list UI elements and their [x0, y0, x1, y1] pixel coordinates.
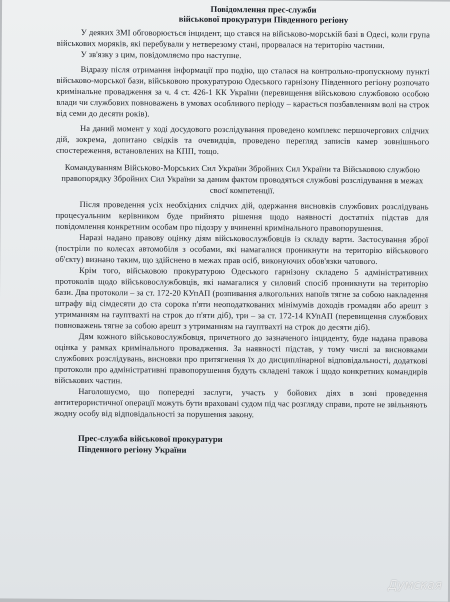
paragraph-10: Наголошуємо, що попередні заслуги, участь у бойових діях в зоні проведення антитерористичної операції можуть бути враховані судом під час розгляду справи, проте не звільняють жодну особу від відповідальності за порушення закону.	[54, 386, 427, 422]
paragraph-3: Відразу після отримання інформації про подію, що сталася на контрольно-пропускному пункті військово-морської бази, військовою прокуратурою Одеського гарнізону Південного регіону розпочато кримінальне провадження за ч. 4 ст. 426-1 КК України (перевищення військовою службовою особою влади чи службових повноважень в умовах особливого періоду – карається позбавленням волі на строк від семи до десяти років).	[56, 64, 429, 122]
paragraph-9: Дям кожного військовослужбовця, причетного до зазначеного інциденту, буде надана правова оцінка у рамках кримінального провадження. За наявності підстав, у тому числі за висновками службових розслідувань, висновки про притягнення їх до дисциплінарної відповідальності, додаткові протоколи про адміністративні правопорушення будуть складені також і щодо конкретних командирів військових частин.	[54, 331, 427, 389]
paragraph-8: Крім того, військовою прокуратурою Одеського гарнізону складено 5 адміністративних протоколів щодо військовослужбовців, які намагалися у силовий спосіб проникнути на територію бази. Два протоколи – за ст. 172-20 КУпАП (розпивання алкогольних напоїв тягне за собою накладення штрафу від сімдесяти до ста сорока п'яти неоподаткованих мінімумів доходів громадян або арешт з утриманням на гауптвахті на строк до п'яти діб), три – за ст. 172-14 КУпАП (перевищення службових повноважень тягне за собою арешт з утриманням на гауптвахті на строк до десяти діб).	[55, 265, 428, 334]
paragraph-1: У деяких ЗМІ обговорюється інцидент, що стався на військово-морській базі в Одесі, коли група військових моряків, які перебували у нетверезому стані, прорвалася на територію частини.	[57, 27, 430, 52]
title-line-1: Повідомлення прес-служби	[97, 3, 430, 15]
signature-line-1: Прес-служба військової прокуратури	[78, 433, 427, 446]
document-title	[97, 3, 430, 25]
paragraph-2: У зв'язку з цим, повідомляємо про наступне.	[57, 49, 430, 63]
signature-block	[54, 433, 427, 458]
paragraph-4: На даний момент у ході досудового розслідування проведено комплекс першочергових слідчих дій, зокрема, допитано свідків та очевидців, проведено перегляд записів камер зовнішнього спостереження, встановлених на КПП, тощо.	[56, 123, 429, 159]
title-line-2: військової прокуратури Південного регіону	[97, 13, 430, 25]
signature-line-2: Південного регіону України	[78, 444, 427, 457]
document-body	[54, 27, 430, 422]
paragraph-7: Наразі надано правову оцінку діям військовослужбовців із складу варти. Застосування зброї (постріли по колесах автомобіля з особами, які намагалися проникнути на територію військового об'єкту) визнано таким, що здійснено в межах прав осіб, виконуючих обов'язки чатового.	[55, 232, 428, 268]
watermark-logo: Думская	[388, 578, 442, 592]
paragraph-6: Після проведення усіх необхідних слідчих дій, одержання висновків службових розслідувань процесуальним керівником буде прийнято рішення щодо наявності достатніх підстав для повідомлення конкретним особам про підозру у вчиненні кримінального правопорушення.	[55, 199, 428, 235]
paragraph-5: Командуванням Військово-Морських Сил України Збройних Сил України та Військовою службою правопорядку Збройних Сил України за даним фактом проводяться службові розслідування в межах своєї компетенції.	[56, 162, 429, 198]
